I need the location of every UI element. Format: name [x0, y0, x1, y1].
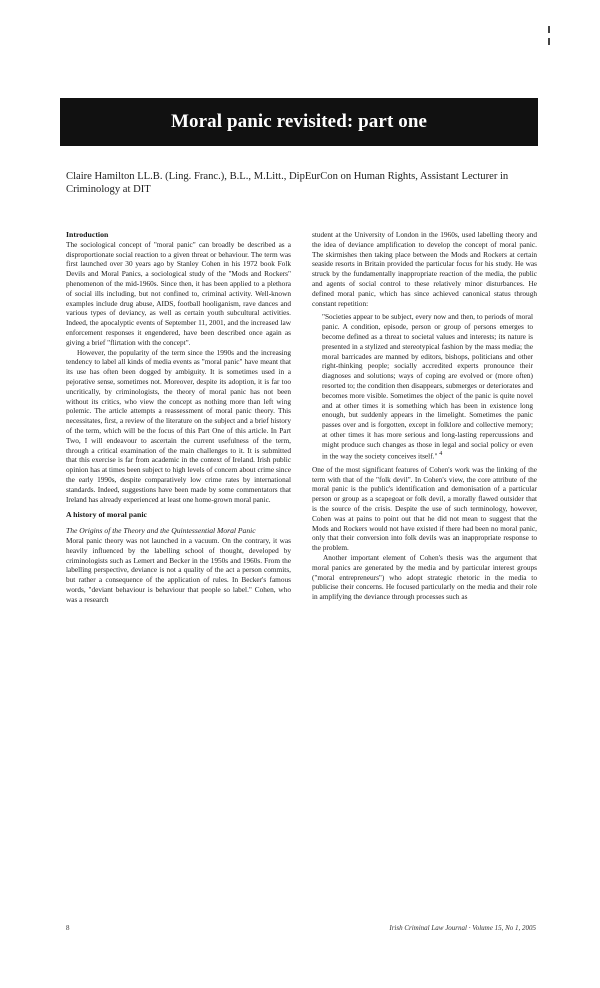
margin-mark-top — [548, 26, 550, 33]
author-byline: Claire Hamilton LL.B. (Ling. Franc.), B.L., M.Litt., DipEurCon on Human Rights, Assistant Lecturer in Criminology at DIT — [66, 171, 509, 195]
introduction-heading: Introduction — [66, 230, 109, 239]
quote-text: "Societies appear to be subject, every now and then, to periods of moral panic. A condition, episode, person or group of persons emerges to become defined as a threat to societal values and interests; its nature is presented in a stylized and stereotypical fashion by the mass media; the moral barricades are manned by editors, bishops, politicians and other right-thinking people; socially accredited experts pronounce their diagnoses and solutions; ways of coping are evolved or (more often) resorted to; the condition then disappears, submerges or deteriorates and becomes more visible. Sometimes the object of the panic is quite novel and at other times it is something which has been in existence long enough, but suddenly appears in the limelight. Sometimes the panic passes over and is forgotten, except in folklore and collective memory; at other times it has more serious and long-lasting repercussions and might produce such changes as those in legal and social policy or even in the way the society conceives itself." — [322, 312, 534, 460]
intro-paragraph-1: The sociological concept of "moral panic" can broadly be described as a disproportionate social reaction to a given threat or behaviour. The term was first launched over 30 years ago by Stanley Cohen in his 1972 book Folk Devils and Moral Panics, a sociological study of the "Mods and Rockers" phenomenon of the mid-1960s. Since then, it has been applied to a plethora of social ills including, but not confined to, criminal activity. Well-known examples include drug abuse, AIDS, football hooliganism, rave dances and various types of deviancy, as well as certain youth subcultural activities. Indeed, the apocalyptic events of September 11, 2001, and the increased law enforcement responses it engendered, have been described once again as giving a brief "flirtation with the concept". — [66, 239, 291, 347]
right-paragraph-3: Another important element of Cohen's thesis was the argument that moral panics are generated by the media and by particular interest groups ("moral entrepreneurs") who adopt strategic rhetoric in the media to publicise their concerns. He focused particularly on the media and their role in amplifying the deviance through processes such as — [312, 552, 537, 602]
right-paragraph-2: One of the most significant features of Cohen's work was the linking of the term with that of the "folk devil". In Cohen's view, the core attribute of the moral panic is the public's identification and demonisation of a particular person or group as a scapegoat or folk devil, a morally flawed outsider that is the source of the crisis. Despite the use of such terminology, however, Cohen was at pains to point out that he did not mean to suggest that the Mods and Rockers would not have existed if there had been no moral panic, only that their conversion into folk devils was an inappropriate response to the problem. — [312, 464, 537, 553]
article-title: Moral panic revisited: part one — [170, 111, 428, 132]
cohen-quote — [322, 312, 533, 460]
right-column — [312, 230, 537, 602]
intro-paragraph-2: However, the popularity of the term since the 1990s and the increasing tendency to label all kinds of media events as "moral panic" have meant that its use has often been dogged by ambiguity. It is sometimes used in a pejorative sense, sometimes not. Moreover, despite its adoption, it is far too uncritically, by criminologists, the theory of moral panic has not been without its critics, who view the concept as nothing more than left wing polemic. The article attempts a reassessment of moral panic theory. This necessitates, first, a review of the literature on the subject and a brief history of the term, which will be the focus of this Part One of this article. In Part Two, I will endeavour to ascertain the current usefulness of the term, through a critical examination of the main challenges to it. It is submitted that this exercise is far from academic in the context of Ireland. Irish public opinion has at times been subject to high levels of concern about crime since the early 1990s, despite comparatively low crime rates by international standards. Indeed, suggestions have been made by some commentators that Ireland has already experienced at least one home-grown moral panic. — [66, 347, 291, 504]
origins-paragraph-1: Moral panic theory was not launched in a vacuum. On the contrary, it was heavily influenced by the labelling school of thought, developed by criminologists such as Lemert and Becker in the 1950s and 1960s. From the labelling perspective, deviance is not a quality of the act a person commits, but rather a consequence of the application of rules. In Becker's famous words, "deviant behaviour is behaviour that people so label." Cohen, who was a research — [66, 535, 291, 604]
right-paragraph-1: student at the University of London in the 1960s, used labelling theory and the idea of deviance amplification to develop the concept of moral panic. The skirmishes then taking place between the Mods and Rockers at certain seaside resorts in Britain provided the particular focus for his study. He was struck by the fundamentally inappropriate reaction of the media, the public and agents of social control to these relatively minor disturbances. He defined moral panic, which has since achieved canonical status through constant repetition: — [312, 230, 537, 308]
journal-citation: Irish Criminal Law Journal · Volume 15, No 1, 2005 — [389, 924, 536, 932]
history-heading: A history of moral panic — [66, 510, 147, 520]
page-number: 8 — [66, 924, 70, 932]
left-column — [66, 230, 291, 604]
origins-subheading: The Origins of the Theory and the Quintessential Moral Panic — [66, 526, 256, 536]
quote-footnote-ref: 4 — [439, 450, 443, 457]
title-banner — [60, 98, 538, 146]
margin-mark-bottom — [548, 38, 550, 45]
